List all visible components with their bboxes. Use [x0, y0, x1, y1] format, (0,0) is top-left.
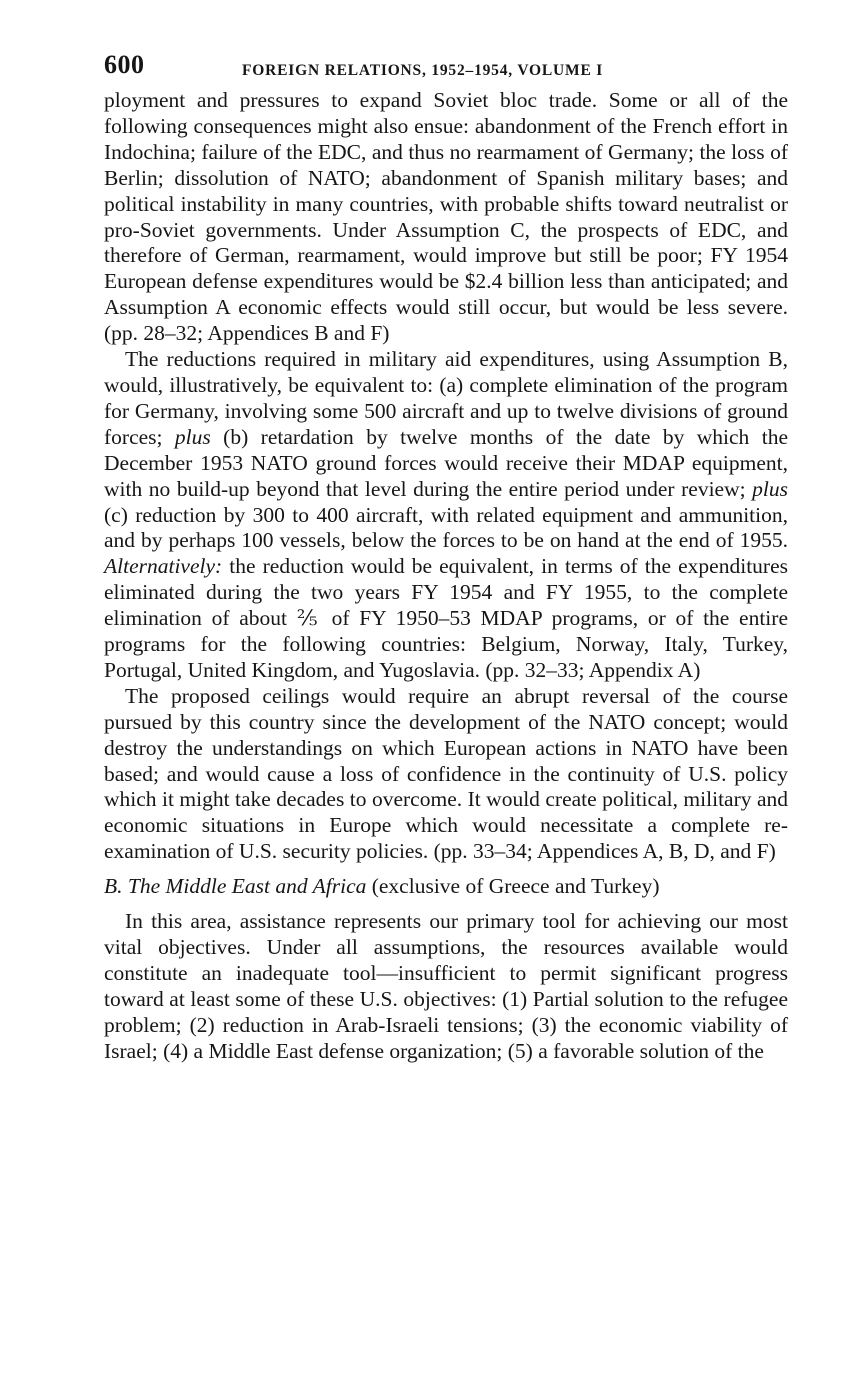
document-page	[104, 50, 788, 1065]
section-heading-note: (exclusive of Greece and Turkey)	[366, 874, 660, 899]
emphasis-plus: plus	[752, 476, 788, 501]
section-heading-title: B. The Middle East and Africa	[104, 874, 367, 899]
section-heading	[104, 874, 788, 900]
paragraph-military-aid	[104, 347, 788, 684]
page-number: 600	[104, 50, 145, 79]
emphasis-alternatively: Alternatively:	[104, 554, 223, 579]
text-segment: The reductions required in military aid expenditures, using Assumption B, would, illustratively, be equivalent to: (a) complete elimination of the program for Germany, involving some 500 aircraft and up to twelve divisions of ground forces;	[104, 347, 788, 449]
running-head: FOREIGN RELATIONS, 1952–1954, VOLUME I	[242, 62, 604, 79]
text-segment: the reduction would be equivalent, in terms of the expenditures eliminated during the two years FY 1954 and FY 1955, to the complete elimination of about ⅖ of FY 1950–53 MDAP programs, or of the entire programs for the following countries: Belgium, Norway, Italy, Turkey, Portugal, United Kingdom, and Yugoslavia. (pp. 32–33; Appendix A)	[104, 554, 788, 682]
text-segment: (b) retardation by twelve months of the date by which the December 1953 NATO ground forces would receive their MDAP equipment, with no build-up beyond that level during the entire period under review;	[104, 424, 788, 501]
paragraph-middle-east: In this area, assistance represents our primary tool for achieving our most vital objectives. Under all assumptions, the resources available would constitute an inadequate tool—insufficient to permit significant progress toward at least some of these U.S. objectives: (1) Partial solution to the refugee problem; (2) reduction in Arab-Israeli tensions; (3) the economic viability of Israel; (4) a Middle East defense organization; (5) a favorable solution of the	[104, 909, 788, 1063]
page-header	[104, 50, 788, 88]
emphasis-plus: plus	[174, 424, 211, 449]
paragraph-proposed-ceilings: The proposed ceilings would require an abrupt reversal of the course pursued by this country since the development of the NATO concept; would destroy the understandings on which European actions in NATO have been based; and would cause a loss of confidence in the continuity of U.S. policy which it might take decades to overcome. It would create political, military and economic situations in Europe which would necessitate a complete re-examination of U.S. security policies. (pp. 33–34; Appendices A, B, D, and F)	[104, 683, 788, 864]
body-text	[104, 88, 788, 1065]
paragraph-continued: ployment and pressures to expand Soviet bloc trade. Some or all of the following consequences might also ensue: abandonment of the French effort in Indochina; failure of the EDC, and thus no rearmament of Germany; the loss of Berlin; dissolution of NATO; abandonment of Spanish military bases; and political instability in many countries, with probable shifts toward neutralist or pro-Soviet governments. Under Assumption C, the prospects of EDC, and therefore of German, rearmament, would improve but still be poor; FY 1954 European defense expenditures would be $2.4 billion less than anticipated; and Assumption A economic effects would still occur, but would be less severe. (pp. 28–32; Appendices B and F)	[104, 88, 788, 346]
text-segment: (c) reduction by 300 to 400 aircraft, with related equipment and ammunition, and by perhaps 100 vessels, below the forces to be on hand at the end of 1955.	[104, 502, 788, 553]
